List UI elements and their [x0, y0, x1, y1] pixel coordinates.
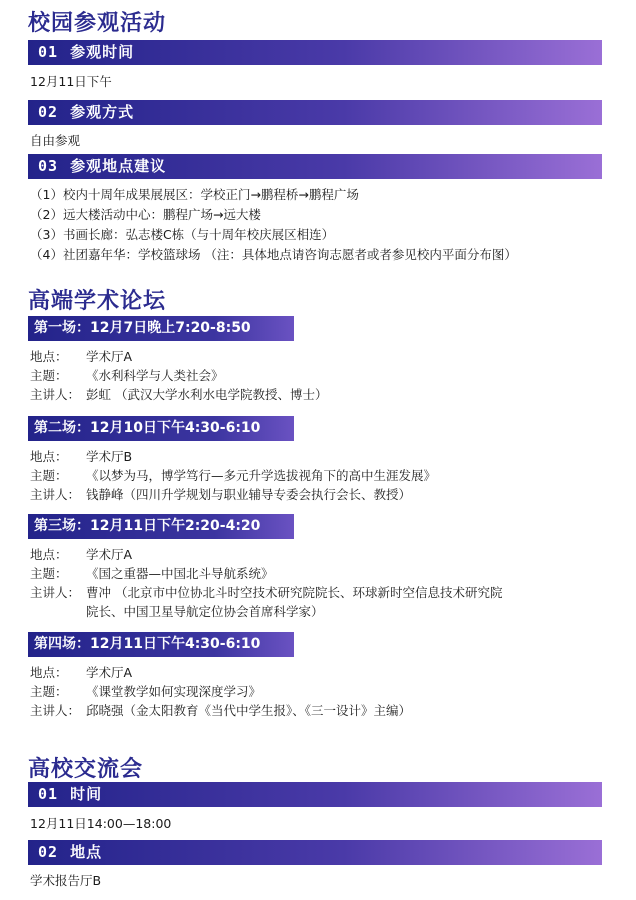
session-4-speaker — [30, 702, 411, 720]
place-value: 学术厅B — [86, 449, 133, 464]
section-bar-exchange-time — [28, 782, 602, 807]
section-title-college-exchange: 高校交流会 — [28, 757, 144, 782]
speaker-label: 主讲人： — [30, 487, 81, 502]
session-3-speaker-continued: 院长、中国卫星导航定位协会首席科学家） — [86, 604, 324, 619]
session-2-place — [30, 448, 132, 466]
session-1-speaker — [30, 386, 327, 404]
session-4-topic — [30, 683, 261, 701]
exchange-time-text: 12月11日14:00—18:00 — [30, 816, 172, 831]
visit-mode-text: 自由参观 — [30, 133, 81, 148]
topic-value: 《以梦为马，博学笃行—多元升学选拔视角下的高中生涯发展》 — [86, 468, 437, 483]
topic-label: 主题： — [30, 566, 68, 581]
topic-label: 主题： — [30, 468, 68, 483]
speaker-value: 钱静峰（四川升学规划与职业辅导专委会执行会长、教授） — [86, 487, 412, 502]
bar-number: 02 — [38, 843, 59, 861]
section-bar-visit-locations — [28, 154, 602, 179]
session-tag-3: 第三场：12月11日下午2:20-4:20 — [28, 514, 294, 539]
topic-value: 《课堂教学如何实现深度学习》 — [86, 684, 262, 699]
speaker-label: 主讲人： — [30, 703, 81, 718]
session-2-topic — [30, 467, 436, 485]
route-item-1: （1）校内十周年成果展展区：学校正门→鹏程桥→鹏程广场 — [30, 187, 359, 202]
place-label: 地点： — [30, 665, 68, 680]
bar-label: 地点 — [70, 843, 103, 861]
visit-time-text: 12月11日下午 — [30, 74, 112, 89]
session-2-speaker — [30, 486, 411, 504]
bar-label: 参观方式 — [70, 103, 135, 121]
place-value: 学术厅A — [86, 547, 133, 562]
place-label: 地点： — [30, 449, 68, 464]
route-item-2: （2）远大楼活动中心：鹏程广场→远大楼 — [30, 207, 261, 222]
speaker-value: 邱晓强（金太阳教育《当代中学生报》、《三一设计》主编） — [86, 703, 412, 718]
topic-label: 主题： — [30, 684, 68, 699]
topic-value: 《水利科学与人类社会》 — [86, 368, 224, 383]
speaker-label: 主讲人： — [30, 387, 81, 402]
bar-number: 02 — [38, 103, 59, 121]
session-tag-4: 第四场：12月11日下午4:30-6:10 — [28, 632, 294, 657]
place-value: 学术厅A — [86, 349, 133, 364]
place-value: 学术厅A — [86, 665, 133, 680]
section-title-campus-visit: 校园参观活动 — [28, 11, 167, 36]
session-tag-2: 第二场：12月10日下午4:30-6:10 — [28, 416, 294, 441]
section-bar-exchange-place — [28, 840, 602, 865]
session-4-place — [30, 664, 132, 682]
place-label: 地点： — [30, 349, 68, 364]
speaker-value: 彭虹 （武汉大学水利水电学院教授、博士） — [86, 387, 328, 402]
place-label: 地点： — [30, 547, 68, 562]
session-1-topic — [30, 367, 224, 385]
bar-number: 01 — [38, 785, 59, 803]
route-item-3: （3）书画长廊：弘志楼C栋（与十周年校庆展区相连） — [30, 227, 335, 242]
speaker-value: 曹冲 （北京市中位协北斗时空技术研究院院长、环球新时空信息技术研究院 — [86, 585, 503, 600]
bar-label: 时间 — [70, 785, 103, 803]
bar-label: 参观地点建议 — [70, 157, 167, 175]
speaker-label: 主讲人： — [30, 585, 81, 600]
section-bar-visit-mode — [28, 100, 602, 125]
session-3-speaker — [30, 584, 502, 602]
exchange-place-text: 学术报告厅B — [30, 873, 102, 888]
section-bar-visit-time — [28, 40, 602, 65]
bar-number: 01 — [38, 43, 59, 61]
topic-value: 《国之重器—中国北斗导航系统》 — [86, 566, 274, 581]
session-3-place — [30, 546, 132, 564]
section-title-academic-forum: 高端学术论坛 — [28, 289, 167, 314]
topic-label: 主题： — [30, 368, 68, 383]
session-3-topic — [30, 565, 274, 583]
session-tag-1: 第一场：12月7日晚上7:20-8:50 — [28, 316, 294, 341]
bar-number: 03 — [38, 157, 59, 175]
session-1-place — [30, 348, 132, 366]
bar-label: 参观时间 — [70, 43, 135, 61]
route-item-4: （4）社团嘉年华：学校篮球场 （注：具体地点请咨询志愿者或者参见校内平面分布图） — [30, 247, 517, 262]
